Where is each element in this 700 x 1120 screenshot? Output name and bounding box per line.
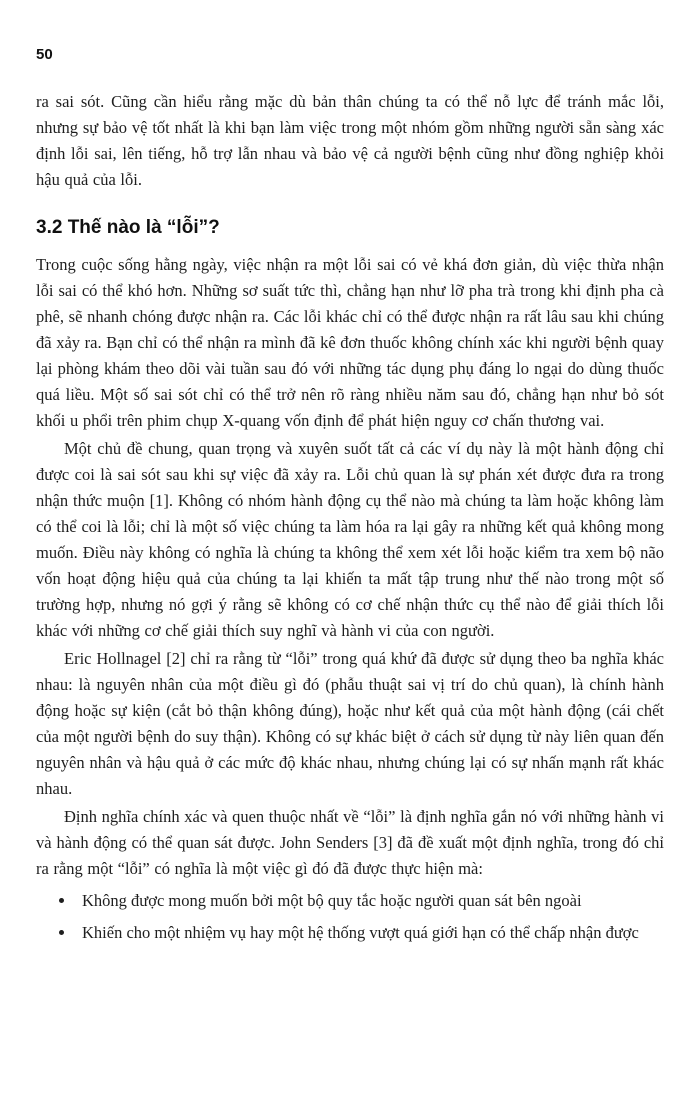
page-number: 50 — [36, 46, 53, 63]
bullet-item: • Không được mong muốn bởi một bộ quy tắc hoặc người quan sát bên ngoài — [76, 888, 664, 914]
body-paragraph: Eric Hollnagel [2] chỉ ra rằng từ “lỗi” trong quá khứ đã được sử dụng theo ba nghĩa khác nhau: là nguyên nhân của một điều gì đó (phẫu thuật sai vị trí do chủ quan), là chính hành động hoặc sự kiện (cắt bỏ thận không đúng), hoặc như kết quả của một hành động (cái chết của một người bệnh do suy thận). Không có sự khác biệt ở cách sử dụng từ này liên quan đến nguyên nhân và hậu quả ở các mức độ khác nhau, nhưng chúng lại có sự nhấn mạnh rất khác nhau. — [36, 649, 664, 798]
body-paragraph: Trong cuộc sống hằng ngày, việc nhận ra một lỗi sai có vẻ khá đơn giản, dù việc thừa nhận lỗi sai có thể khó hơn. Những sơ suất tức thì, chẳng hạn như lỡ pha trà trong khi định pha cà phê, sẽ nhanh chóng được nhận ra. Các lỗi khác chỉ có thể được nhận ra rất lâu sau khi chúng đã xảy ra. Bạn chỉ có thể nhận ra mình đã kê đơn thuốc không chính xác khi người bệnh quay lại phòng khám theo dõi vài tuần sau đó với những tác dụng phụ đáng lo ngại do dùng thuốc quá liều. Một số sai sót chỉ có thể trở nên rõ ràng nhiều năm sau đó, chẳng hạn như bỏ sót khối u phổi trên phim chụp X-quang vốn định để phát hiện nguy cơ chấn thương vai. — [36, 255, 664, 430]
body-paragraph: Định nghĩa chính xác và quen thuộc nhất về “lỗi” là định nghĩa gắn nó với những hành vi và hành động có thể quan sát được. John Senders [3] đã đề xuất một định nghĩa, trong đó chỉ ra rằng một “lỗi” có nghĩa là một việc gì đó đã được thực hiện mà: — [36, 807, 664, 878]
body-paragraph: Một chủ đề chung, quan trọng và xuyên suốt tất cả các ví dụ này là một hành động chỉ được coi là sai sót sau khi sự việc đã xảy ra. Lỗi chủ quan là sự phán xét được đưa ra trong nhận thức muộn [1]. Không có nhóm hành động cụ thể nào mà chúng ta làm hoặc không làm có thể coi là lỗi; chỉ là một số việc chúng ta làm hóa ra lại gây ra những kết quả không mong muốn. Điều này không có nghĩa là chúng ta không thể xem xét lỗi hoặc kiểm tra xem bộ não vốn hoạt động hiệu quả của chúng ta lại khiến ta mất tập trung như thế nào trong một số trường hợp, nhưng nó gợi ý rằng sẽ không có cơ chế nhận thức cụ thể nào để giải thích lỗi khác với những cơ chế giải thích suy nghĩ và hành vi của con người. — [36, 439, 664, 640]
section-heading: 3.2 Thế nào là “lỗi”? — [36, 217, 220, 238]
bullet-list — [36, 888, 664, 946]
bullet-item: • Khiến cho một nhiệm vụ hay một hệ thống vượt quá giới hạn có thể chấp nhận được — [76, 920, 664, 946]
intro-paragraph: ra sai sót. Cũng cần hiểu rằng mặc dù bản thân chúng ta có thể nỗ lực để tránh mắc lỗi, nhưng sự bảo vệ tốt nhất là khi bạn làm việc trong một nhóm gồm những người sẵn sàng xác định lỗi sai, lên tiếng, hỗ trợ lẫn nhau và bảo vệ cả người bệnh cũng như đồng nghiệp khỏi hậu quả của lỗi. — [36, 92, 664, 189]
